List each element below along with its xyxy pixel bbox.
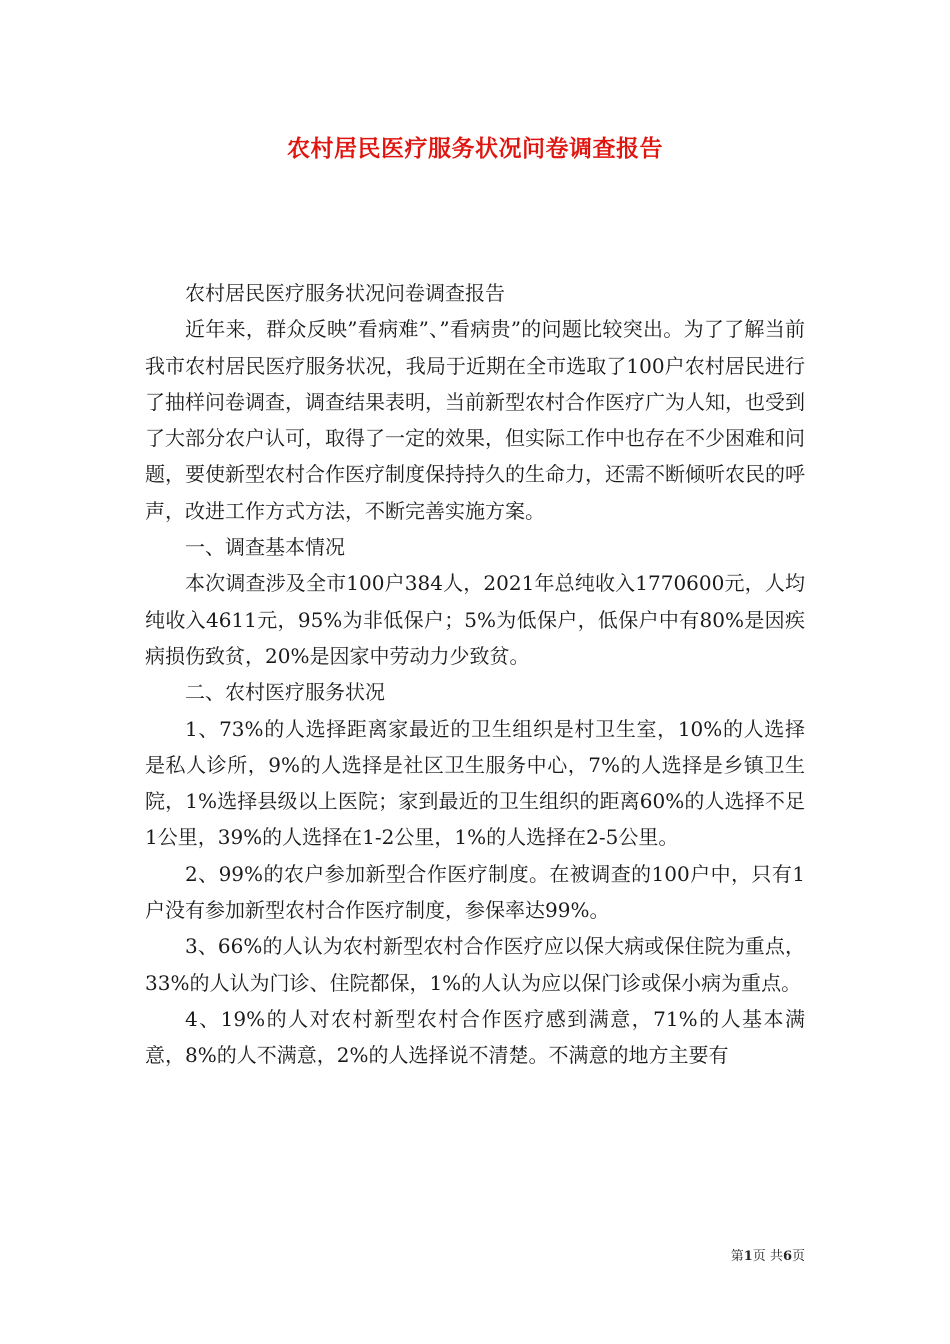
section-heading-2: 二、农村医疗服务状况 [185, 680, 385, 705]
footer-total-pages: 6 [782, 1249, 792, 1264]
paragraph-item-3: 3、66%的人认为农村新型农村合作医疗应以保大病或保住院为重点，33%的人认为门诊、住院都保，1%的人认为应以保门诊或保小病为重点。 [145, 934, 805, 995]
footer-middle: 页 共 [752, 1249, 783, 1264]
page-footer [731, 1248, 805, 1266]
paragraph-basic-info: 本次调查涉及全市100户384人，2021年总纯收入1770600元，人均纯收入4611元，95%为非低保户；5%为低保户，低保户中有80%是因疾病损伤致贫，20%是因家中劳动力少致贫。 [145, 571, 805, 668]
section-heading-1: 一、调查基本情况 [185, 535, 345, 560]
paragraph-intro: 近年来，群众反映”看病难”、”看病贵”的问题比较突出。为了了解当前我市农村居民医疗服务状况，我局于近期在全市选取了100户农村居民进行了抽样问卷调查，调查结果表明，当前新型农村合作医疗广为人知，也受到了大部分农户认可，取得了一定的效果，但实际工作中也存在不少困难和问题，要使新型农村合作医疗制度保持持久的生命力，还需不断倾听农民的呼声，改进工作方式方法，不断完善实施方案。 [145, 317, 805, 523]
footer-prefix: 第 [730, 1249, 744, 1264]
footer-suffix: 页 [791, 1249, 805, 1264]
document-body [145, 275, 805, 1074]
paragraph-item-4: 4、19%的人对农村新型农村合作医疗感到满意，71%的人基本满意，8%的人不满意，2%的人选择说不清楚。不满意的地方主要有 [145, 1006, 805, 1068]
paragraph-item-2: 2、99%的农户参加新型合作医疗制度。在被调查的100户中，只有1户没有参加新型农村合作医疗制度，参保率达99%。 [145, 861, 805, 923]
footer-page-number: 1 [743, 1249, 753, 1264]
paragraph-item-1: 1、73%的人选择距离家最近的卫生组织是村卫生室，10%的人选择是私人诊所，9%的人选择是社区卫生服务中心，7%的人选择是乡镇卫生院，1%选择县级以上医院；家到最近的卫生组织的距离60%的人选择不足1公里，39%的人选择在1-2公里，1%的人选择在2-5公里。 [145, 716, 805, 850]
paragraph-subtitle: 农村居民医疗服务状况问卷调查报告 [185, 281, 505, 305]
document-title: 农村居民医疗服务状况问卷调查报告 [287, 135, 663, 162]
